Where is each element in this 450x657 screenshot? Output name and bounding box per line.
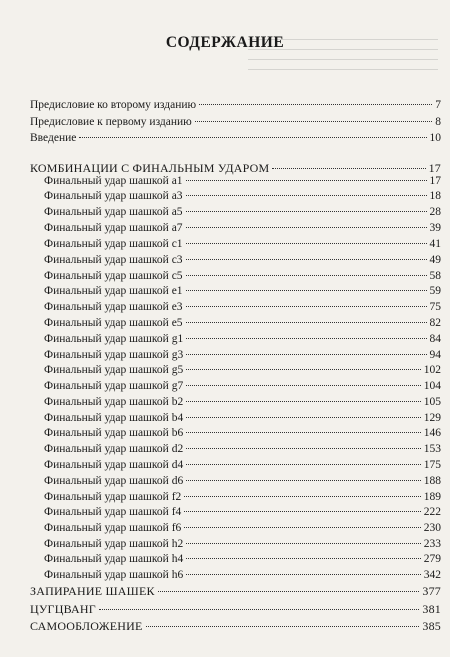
toc-entry-page: 28 [429, 206, 441, 218]
toc-entry-page: 189 [423, 491, 441, 503]
toc-entry-label: Финальный удар шашкой a3 [44, 190, 183, 202]
toc-entry-label: Финальный удар шашкой f4 [44, 506, 182, 518]
dot-leader [186, 543, 421, 544]
toc-section-entry [30, 583, 441, 600]
toc-entry-page: 279 [423, 553, 441, 565]
toc-entry-page: 342 [423, 569, 441, 581]
toc-entry-page: 39 [429, 222, 441, 234]
toc-section-entry [30, 618, 441, 635]
dot-leader [186, 259, 427, 260]
dot-leader [186, 275, 427, 276]
toc-entry-page: 105 [423, 396, 441, 408]
toc-entry-page: 94 [429, 349, 441, 361]
toc-entry-label: Финальный удар шашкой f6 [44, 522, 182, 534]
dot-leader [186, 338, 426, 339]
toc-entry-page: 84 [429, 333, 441, 345]
toc-entry-label: Финальный удар шашкой e1 [44, 285, 183, 297]
dot-leader [186, 195, 427, 196]
toc-entry [30, 130, 441, 147]
toc-entry-page: 10 [429, 132, 441, 144]
toc-entry [44, 299, 441, 316]
toc-entry [44, 567, 441, 584]
dot-leader [186, 448, 421, 449]
toc-entry-label: Финальный удар шашкой b2 [44, 396, 184, 408]
toc-entry-label: Финальный удар шашкой a1 [44, 175, 183, 187]
toc-entry-label: Финальный удар шашкой b4 [44, 412, 184, 424]
toc-entry-label: Финальный удар шашкой d4 [44, 459, 184, 471]
toc-entry-page: 8 [435, 116, 441, 128]
toc-entry-page: 146 [423, 427, 441, 439]
toc-entry-label: ЦУГЦВАНГ [30, 602, 96, 616]
dot-leader [186, 243, 427, 244]
toc-entry [44, 394, 441, 411]
dot-leader [186, 574, 421, 575]
dot-leader [199, 104, 432, 105]
dot-leader [186, 432, 421, 433]
toc-entry-page: 18 [429, 190, 441, 202]
dot-leader [272, 168, 425, 169]
toc-entry-page: 59 [429, 285, 441, 297]
toc-entry-page: 377 [422, 584, 441, 598]
toc-entry-label: Финальный удар шашкой c5 [44, 270, 183, 282]
dot-leader [146, 626, 420, 627]
toc-entry-label: Финальный удар шашкой h2 [44, 538, 184, 550]
toc-entry [44, 315, 441, 332]
dot-leader [186, 306, 427, 307]
dot-leader [186, 227, 427, 228]
toc-entry-page: 58 [429, 270, 441, 282]
toc-entry [44, 551, 441, 568]
toc-entry [44, 520, 441, 537]
toc-entry-page: 175 [423, 459, 441, 471]
toc-entry-page: 75 [429, 301, 441, 313]
toc-entry-label: Введение [30, 132, 77, 144]
toc-entry [30, 97, 441, 114]
dot-leader [158, 591, 420, 592]
toc-entry-page: 153 [423, 443, 441, 455]
toc-entry [44, 188, 441, 205]
toc-entry-label: Финальный удар шашкой g5 [44, 364, 184, 376]
toc-entry [44, 378, 441, 395]
toc-entry [44, 504, 441, 521]
toc-entry [44, 331, 441, 348]
dot-leader [186, 322, 427, 323]
toc-entry [44, 204, 441, 221]
toc-entry [44, 457, 441, 474]
dot-leader [99, 609, 420, 610]
toc-entry-page: 7 [435, 99, 441, 111]
toc-entry [30, 114, 441, 131]
dot-leader [186, 385, 421, 386]
dot-leader [195, 121, 432, 122]
toc-entry-label: Финальный удар шашкой e5 [44, 317, 183, 329]
toc-entry-label: Финальный удар шашкой g1 [44, 333, 184, 345]
toc-entry-page: 188 [423, 475, 441, 487]
toc-entry-label: Финальный удар шашкой c1 [44, 238, 183, 250]
toc-entry-label: Финальный удар шашкой a7 [44, 222, 183, 234]
dot-leader [186, 290, 427, 291]
toc-entry [44, 362, 441, 379]
dot-leader [184, 527, 420, 528]
toc-entry-page: 17 [429, 175, 441, 187]
toc-entry-page: 233 [423, 538, 441, 550]
toc-entry-label: КОМБИНАЦИИ С ФИНАЛЬНЫМ УДАРОМ [30, 161, 270, 175]
toc-entry-page: 49 [429, 254, 441, 266]
dot-leader [184, 511, 420, 512]
toc-entry-page: 385 [422, 619, 441, 633]
dot-leader [186, 211, 427, 212]
dot-leader [186, 354, 426, 355]
dot-leader [186, 480, 421, 481]
toc-entry-label: Финальный удар шашкой g7 [44, 380, 184, 392]
dot-leader [186, 180, 427, 181]
toc-entry-label: Предисловие к первому изданию [30, 116, 192, 128]
toc-entry-label: Финальный удар шашкой d6 [44, 475, 184, 487]
toc-entry-label: Финальный удар шашкой d2 [44, 443, 184, 455]
dot-leader [186, 369, 421, 370]
toc-entry-label: Финальный удар шашкой c3 [44, 254, 183, 266]
dot-leader [79, 137, 426, 138]
toc-section-entry [30, 601, 441, 618]
toc-entry-label: Финальный удар шашкой a5 [44, 206, 183, 218]
dot-leader [186, 417, 421, 418]
toc-entry-label: Финальный удар шашкой h6 [44, 569, 184, 581]
toc-entry-page: 381 [422, 602, 441, 616]
toc-entry-page: 17 [428, 161, 441, 175]
toc-entry-page: 129 [423, 412, 441, 424]
dot-leader [186, 401, 421, 402]
toc-entry-page: 102 [423, 364, 441, 376]
toc-entry [44, 283, 441, 300]
toc-entry [44, 236, 441, 253]
toc-entry-label: Финальный удар шашкой e3 [44, 301, 183, 313]
toc-entry-page: 222 [423, 506, 441, 518]
toc-entry-label: Финальный удар шашкой f2 [44, 491, 182, 503]
dot-leader [186, 558, 421, 559]
toc-entry [44, 220, 441, 237]
toc-entry-label: Финальный удар шашкой g3 [44, 349, 184, 361]
toc-entry-label: САМООБЛОЖЕНИЕ [30, 619, 143, 633]
toc-entry-label: Финальный удар шашкой b6 [44, 427, 184, 439]
toc-entry-label: Финальный удар шашкой h4 [44, 553, 184, 565]
toc-entry-page: 41 [429, 238, 441, 250]
toc-entry [44, 252, 441, 269]
toc-entry [44, 473, 441, 490]
dot-leader [186, 464, 421, 465]
toc-entry-page: 82 [429, 317, 441, 329]
toc-entry [44, 441, 441, 458]
page-title: СОДЕРЖАНИЕ [165, 34, 285, 51]
toc-entry-page: 104 [423, 380, 441, 392]
toc-entry-label: ЗАПИРАНИЕ ШАШЕК [30, 584, 155, 598]
toc-entry-label: Предисловие ко второму изданию [30, 99, 197, 111]
toc-entry-page: 230 [423, 522, 441, 534]
dot-leader [184, 496, 420, 497]
toc-entry [44, 425, 441, 442]
